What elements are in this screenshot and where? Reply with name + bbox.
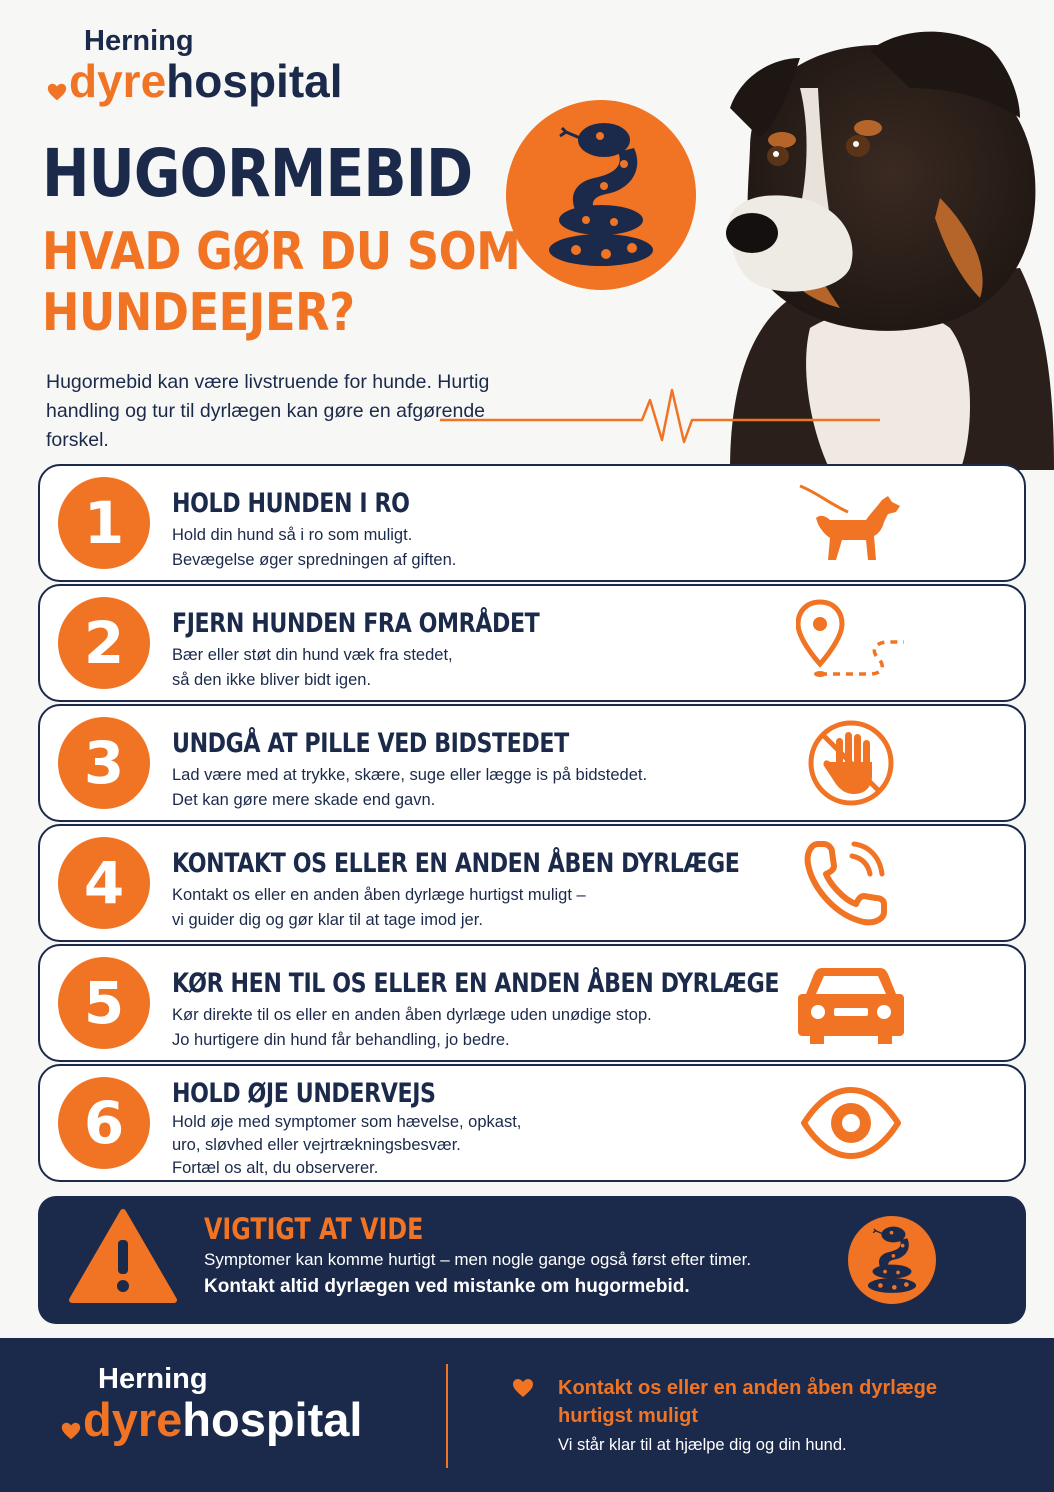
heartbeat-line-icon xyxy=(440,380,880,450)
steps-list xyxy=(38,464,1026,1184)
step-heading: FJERN HUNDEN FRA OMRÅDET xyxy=(172,608,540,639)
step-text-line: Jo hurtigere din hund får behandling, jo bedre. xyxy=(172,1031,510,1049)
footer-subtitle: Vi står klar til at hjælpe dig og din hund. xyxy=(558,1436,847,1454)
heart-icon xyxy=(46,80,68,104)
brand-town: Herning xyxy=(98,1363,208,1395)
brand-name-part2: hospital xyxy=(166,55,343,107)
step-text-line: Kontakt os eller en anden åben dyrlæge hurtigst muligt – xyxy=(172,886,586,904)
footer-brand-logo xyxy=(60,1363,363,1446)
warning-title: VIGTIGT AT VIDE xyxy=(204,1212,424,1246)
footer-title: Kontakt os eller en anden åben dyrlæge hurtigst muligt xyxy=(558,1377,937,1427)
step-card-2 xyxy=(38,584,1026,702)
page-title: HUGORMEBID xyxy=(42,135,473,212)
step-text-line: Hold øje med symptomer som hævelse, opkast, xyxy=(172,1113,522,1131)
phone-ringing-icon xyxy=(796,838,906,928)
step-text-line: Det kan gøre mere skade end gavn. xyxy=(172,791,436,809)
step-card-6 xyxy=(38,1064,1026,1182)
snake-icon xyxy=(506,100,696,290)
step-text-line: uro, sløvhed eller vejrtrækningsbesvær. xyxy=(172,1136,461,1154)
intro-text: Hugormebid kan være livstruende for hunde. Hurtig handling og tur til dyrlægen kan gøre en afgørende forskel. xyxy=(46,371,490,451)
page-subtitle: HVAD GØR DU SOM HUNDEEJER? xyxy=(42,222,521,343)
warning-text: Symptomer kan komme hurtigt – men nogle gange også først efter timer. xyxy=(204,1250,752,1269)
step-heading: HOLD ØJE UNDERVEJS xyxy=(172,1078,436,1109)
step-text-line: Kør direkte til os eller en anden åben dyrlæge uden unødige stop. xyxy=(172,1006,652,1024)
step-text-line: Hold din hund så i ro som muligt. xyxy=(172,526,413,544)
step-number: 6 xyxy=(58,1077,150,1169)
step-text-line: vi guider dig og gør klar til at tage imod jer. xyxy=(172,911,483,929)
footer-divider xyxy=(446,1364,448,1468)
warning-triangle-icon xyxy=(68,1206,178,1306)
step-heading: UNDGÅ AT PILLE VED BIDSTEDET xyxy=(172,728,569,759)
step-heading: KONTAKT OS ELLER EN ANDEN ÅBEN DYRLÆGE xyxy=(172,848,740,879)
no-touch-hand-icon xyxy=(796,718,906,808)
snake-badge-small xyxy=(848,1216,936,1304)
brand-name-part2: hospital xyxy=(182,1393,363,1446)
brand-name-part1: dyre xyxy=(69,55,167,107)
brand-wordmark xyxy=(60,1393,363,1446)
heart-icon xyxy=(510,1376,536,1400)
brand-town: Herning xyxy=(84,25,194,57)
step-number: 5 xyxy=(58,957,150,1049)
brand-logo xyxy=(46,25,343,107)
location-pin-path-icon xyxy=(796,598,906,688)
step-text-line: Fortæl os alt, du observerer. xyxy=(172,1159,379,1177)
step-number: 4 xyxy=(58,837,150,929)
brand-name-part1: dyre xyxy=(83,1393,183,1446)
snake-icon xyxy=(848,1216,936,1304)
eye-icon xyxy=(796,1078,906,1168)
step-card-5 xyxy=(38,944,1026,1062)
dog-on-leash-icon xyxy=(796,478,906,568)
step-text-line: så den ikke bliver bidt igen. xyxy=(172,671,372,689)
footer xyxy=(0,1338,1054,1492)
step-number: 3 xyxy=(58,717,150,809)
snake-badge xyxy=(506,100,696,290)
step-number: 2 xyxy=(58,597,150,689)
step-text-line: Lad være med at trykke, skære, suge eller lægge is på bidstedet. xyxy=(172,766,648,784)
step-card-4 xyxy=(38,824,1026,942)
step-text-line: Bær eller støt din hund væk fra stedet, xyxy=(172,646,453,664)
brand-wordmark xyxy=(46,55,343,107)
step-heading: HOLD HUNDEN I RO xyxy=(172,488,410,519)
step-card-1 xyxy=(38,464,1026,582)
step-card-3 xyxy=(38,704,1026,822)
warning-emphasis: Kontakt altid dyrlægen ved mistanke om hugormebid. xyxy=(204,1276,690,1297)
heart-icon xyxy=(60,1419,82,1443)
car-icon xyxy=(796,958,906,1048)
step-text-line: Bevægelse øger spredningen af giften. xyxy=(172,551,457,569)
step-number: 1 xyxy=(58,477,150,569)
warning-box xyxy=(38,1196,1026,1324)
step-heading: KØR HEN TIL OS ELLER EN ANDEN ÅBEN DYRLÆGE xyxy=(172,968,780,999)
